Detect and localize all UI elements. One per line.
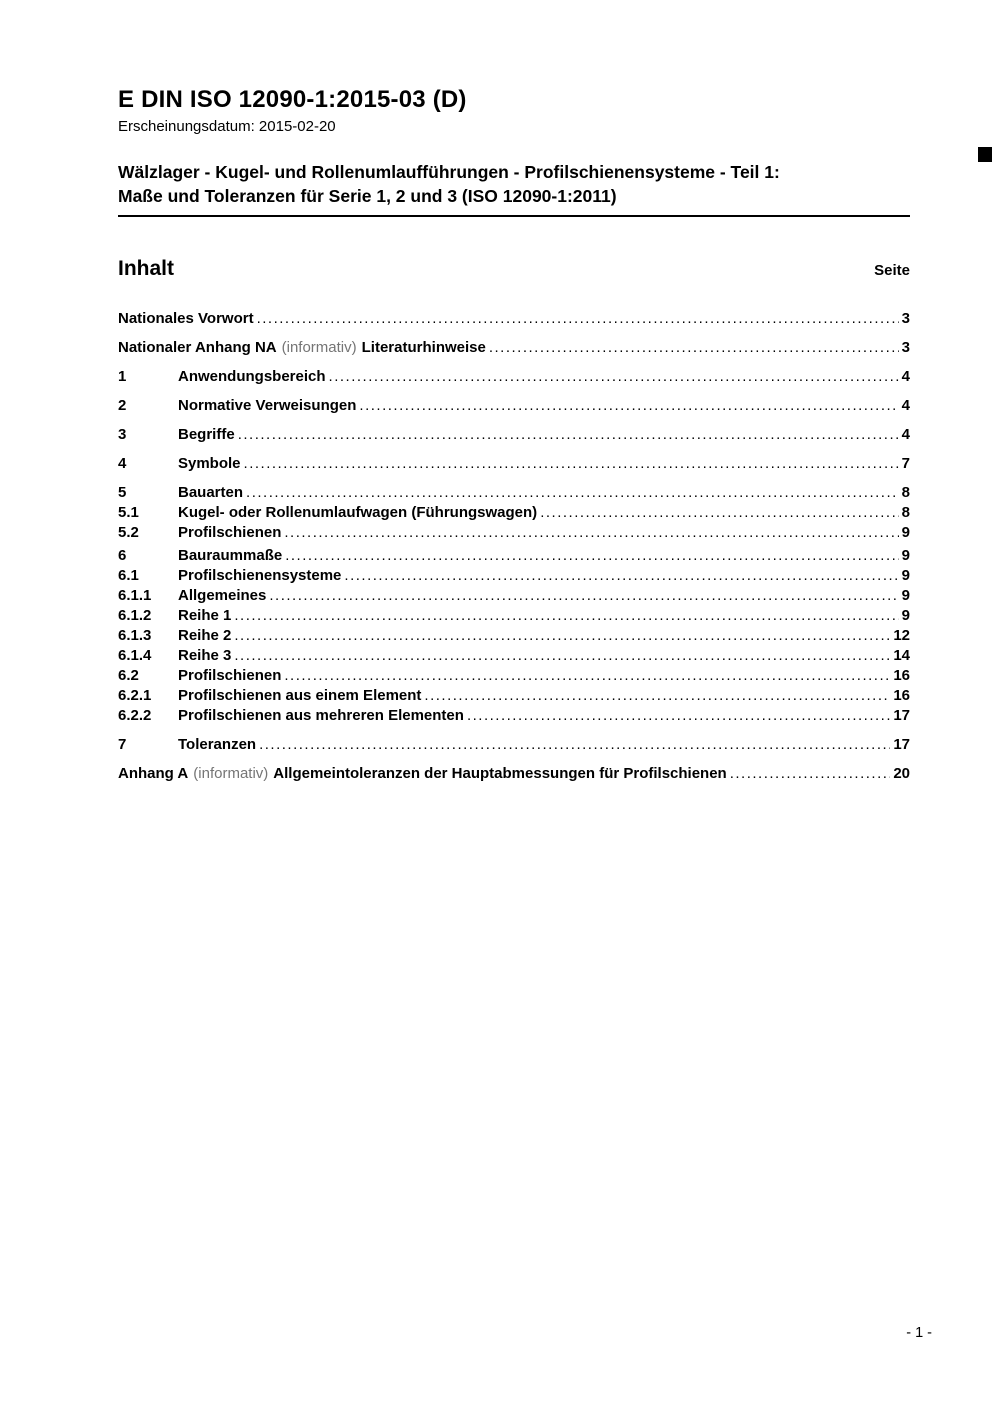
toc-leader-dots <box>344 566 898 586</box>
toc-leader-dots <box>284 523 898 543</box>
toc-entry-number: 6.1.3 <box>118 627 152 644</box>
toc-leader-dots <box>285 546 898 566</box>
toc-entry <box>118 523 910 543</box>
toc-entry <box>118 666 910 686</box>
document-id: E DIN ISO 12090-1:2015-03 (D) <box>118 86 467 113</box>
toc-entry-page-number: 14 <box>893 647 910 664</box>
toc-leader-dots <box>329 367 899 387</box>
toc-entry <box>118 483 910 503</box>
toc-entry-label: Bauarten <box>178 484 244 501</box>
toc-entry-label: Anwendungsbereich <box>178 368 326 385</box>
toc-entry <box>118 686 910 706</box>
toc-entry <box>118 503 910 523</box>
toc-entry-page-number: 3 <box>901 339 910 356</box>
toc-entry-page-number: 7 <box>901 455 910 472</box>
toc-entry <box>118 425 910 445</box>
footer-page-number: - 1 - <box>906 1325 932 1341</box>
toc-entry-number: 6.2 <box>118 667 139 684</box>
toc-entry-label: Nationales Vorwort <box>118 310 254 327</box>
toc-heading: Inhalt <box>118 257 174 280</box>
document-title-line2: Maße und Toleranzen für Serie 1, 2 und 3 (ISO 12090-1:2011) <box>118 186 617 206</box>
toc-entry-number: 6 <box>118 547 127 564</box>
toc-entry-page-number: 16 <box>893 687 910 704</box>
toc-entry-page-number: 9 <box>901 587 910 604</box>
toc-leader-dots <box>489 338 899 358</box>
toc-entry <box>118 546 910 566</box>
toc-entry-number: 1 <box>118 368 127 385</box>
toc-leader-dots <box>246 483 899 503</box>
toc-entry-label: Allgemeines <box>178 587 267 604</box>
toc-entry-label: Bauraummaße <box>178 547 283 564</box>
toc-entry-number: 6.2.2 <box>118 707 152 724</box>
toc-leader-dots <box>238 425 899 445</box>
toc-entry <box>118 764 910 784</box>
release-date: Erscheinungsdatum: 2015-02-20 <box>118 118 336 135</box>
toc-entry-label: Profilschienen <box>178 667 282 684</box>
toc-entry-number: 3 <box>118 426 127 443</box>
toc-entry-label: Profilschienen aus mehreren Elementen <box>178 707 464 724</box>
toc-entry-page-number: 17 <box>893 707 910 724</box>
toc-entry <box>118 338 910 358</box>
toc-leader-dots <box>234 646 890 666</box>
toc-entry-page-number: 4 <box>901 368 910 385</box>
toc-entry-label: Nationaler Anhang NA <box>118 339 277 356</box>
toc-entry-label: Profilschienen aus einem Element <box>178 687 422 704</box>
toc-leader-dots <box>284 666 890 686</box>
toc-leader-dots <box>424 686 890 706</box>
toc-leader-dots <box>730 764 891 784</box>
toc-entry <box>118 367 910 387</box>
toc-page-column-label: Seite <box>874 262 910 279</box>
toc-entry-page-number: 4 <box>901 426 910 443</box>
toc-entry-label: Normative Verweisungen <box>178 397 357 414</box>
toc-entry-label-continued: Literaturhinweise <box>361 339 486 356</box>
toc-leader-dots <box>234 626 890 646</box>
toc-entry <box>118 626 910 646</box>
toc-entry-label: Symbole <box>178 455 241 472</box>
toc-entry-label: Profilschienen <box>178 524 282 541</box>
toc-entry-label: Reihe 3 <box>178 647 232 664</box>
toc-entry-page-number: 9 <box>901 567 910 584</box>
document-title-line1: Wälzlager - Kugel- und Rollenumlaufführungen - Profilschienensysteme - Teil 1: <box>118 162 780 182</box>
toc-entry-page-number: 8 <box>901 504 910 521</box>
toc-entry-number: 6.2.1 <box>118 687 152 704</box>
toc-entry <box>118 646 910 666</box>
toc-entry-number: 6.1.2 <box>118 607 152 624</box>
toc-header-row <box>118 257 910 281</box>
toc-entry-number: 6.1.4 <box>118 647 152 664</box>
toc-list <box>118 309 910 784</box>
toc-entry-number: 6.1 <box>118 567 139 584</box>
toc-entry-label: Reihe 2 <box>178 627 232 644</box>
toc-entry-number: 5.1 <box>118 504 139 521</box>
toc-entry-page-number: 12 <box>893 627 910 644</box>
toc-entry <box>118 396 910 416</box>
toc-entry-page-number: 9 <box>901 524 910 541</box>
print-margin-mark <box>978 147 992 162</box>
toc-entry-informativ-tag: (informativ) <box>281 339 357 356</box>
toc-entry-page-number: 9 <box>901 547 910 564</box>
toc-leader-dots <box>234 606 898 626</box>
document-title <box>118 160 910 208</box>
toc-leader-dots <box>257 309 899 329</box>
toc-entry-informativ-tag: (informativ) <box>193 765 269 782</box>
toc-entry <box>118 309 910 329</box>
toc-leader-dots <box>259 735 890 755</box>
toc-entry-number: 5 <box>118 484 127 501</box>
toc-entry-page-number: 8 <box>901 484 910 501</box>
toc-leader-dots <box>269 586 898 606</box>
toc-leader-dots <box>244 454 899 474</box>
toc-entry-label: Profilschienensysteme <box>178 567 342 584</box>
toc-entry-label: Reihe 1 <box>178 607 232 624</box>
toc-entry-number: 6.1.1 <box>118 587 152 604</box>
toc-entry <box>118 606 910 626</box>
toc-entry-label: Kugel- oder Rollenumlaufwagen (Führungswagen) <box>178 504 538 521</box>
toc-entry-number: 7 <box>118 736 127 753</box>
toc-entry-page-number: 17 <box>893 736 910 753</box>
toc-entry <box>118 454 910 474</box>
toc-entry-page-number: 3 <box>901 310 910 327</box>
toc-entry <box>118 566 910 586</box>
toc-entry-page-number: 20 <box>893 765 910 782</box>
toc-entry-page-number: 16 <box>893 667 910 684</box>
toc-entry <box>118 586 910 606</box>
toc-leader-dots <box>359 396 898 416</box>
toc-entry-number: 5.2 <box>118 524 139 541</box>
toc-entry-label: Anhang A <box>118 765 189 782</box>
toc-leader-dots <box>540 503 898 523</box>
toc-entry-label-continued: Allgemeintoleranzen der Hauptabmessungen für Profilschienen <box>273 765 727 782</box>
header-rule <box>118 215 910 217</box>
toc-entry-page-number: 9 <box>901 607 910 624</box>
toc-entry-number: 2 <box>118 397 127 414</box>
toc-entry <box>118 706 910 726</box>
toc-leader-dots <box>467 706 890 726</box>
toc-entry-label: Toleranzen <box>178 736 257 753</box>
toc-entry-number: 4 <box>118 455 127 472</box>
toc-entry-page-number: 4 <box>901 397 910 414</box>
toc-entry <box>118 735 910 755</box>
toc-entry-label: Begriffe <box>178 426 235 443</box>
